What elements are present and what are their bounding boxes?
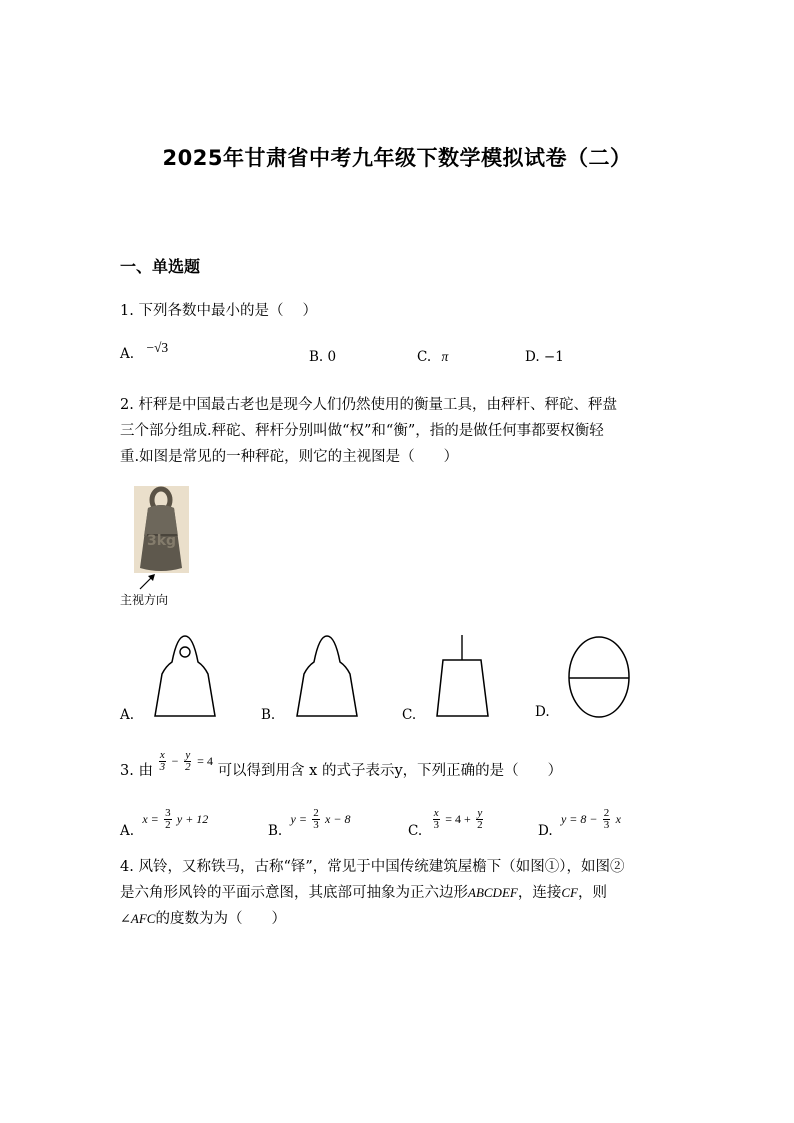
q1-option-d: D. −1: [525, 349, 564, 365]
q3-eq-minus: −: [171, 754, 179, 768]
q2-option-a-figure: [150, 634, 220, 718]
q3-option-d-rhs: x: [615, 812, 621, 826]
q3-option-c-fraction-1: $\frac{x}{3}$: [433, 807, 439, 831]
q3-option-c-fraction-2: $\frac{y}{2}$: [477, 807, 483, 831]
q3-option-a-lhs: x =: [142, 812, 159, 826]
q4-segment-name: CF: [561, 885, 578, 900]
q3-option-a-rhs: y + 12: [176, 812, 209, 826]
q3-option-b-label: B.: [268, 823, 283, 839]
q2-option-a-label: A.: [120, 707, 135, 723]
q3-option-d: [538, 807, 621, 839]
q1-option-a-value: −√3: [146, 340, 169, 355]
q2-option-c-label: C.: [402, 707, 417, 723]
q1-option-b: B. 0: [309, 349, 337, 365]
paper-title: 2025年甘肃省中考九年级下数学模拟试卷（二）: [162, 146, 632, 170]
section-heading: 一、单选题: [120, 257, 201, 276]
question-2-line-1: 2. 杆秤是中国最古老也是现今人们仍然使用的衡量工具，由秤杆、秤砣、秤盘: [120, 397, 617, 413]
question-3-stem: [120, 748, 563, 784]
question-2-line-3: 重.如图是常见的一种秤砣，则它的主视图是（ ）: [120, 449, 459, 465]
q3-eq-fraction-y: $\frac{y}{2}$: [185, 748, 191, 773]
q3-option-a-fraction: $\frac{3}{2}$: [165, 807, 171, 831]
question-4-line-2: [120, 880, 607, 906]
q3-option-d-lhs: y = 8 −: [560, 812, 598, 826]
q2-option-b-figure: [292, 634, 362, 718]
q2-option-c-figure: [432, 634, 496, 718]
q4-line-3-text: 的度数为为（ ）: [155, 911, 286, 927]
question-4-line-3: [120, 906, 286, 932]
steelyard-weight-photo: [134, 486, 189, 573]
q2-option-b-label: B.: [261, 707, 276, 723]
q3-suffix: 可以得到用含 x 的式子表示y，下列正确的是（ ）: [217, 763, 563, 779]
q4-angle-name: ∠AFC: [120, 911, 156, 926]
q3-option-b-fraction: $\frac{2}{3}$: [313, 807, 319, 831]
view-direction-caption: 主视方向: [120, 593, 169, 607]
photo-weight-label: 3kg: [147, 533, 177, 549]
q3-eq-fraction-x: $\frac{x}{3}$: [159, 748, 166, 773]
q2-option-d-figure: [564, 634, 634, 720]
q3-option-c: [408, 807, 485, 839]
view-direction-arrow-icon: [136, 573, 158, 591]
question-2-line-2: 三个部分组成.秤砣、秤杆分别叫做“权”和“衡”，指的是做任何事都要权衡轻: [120, 423, 604, 439]
q1-option-a: [120, 340, 169, 362]
q3-option-b: [268, 807, 351, 839]
q3-option-d-label: D.: [538, 823, 553, 839]
question-4-line-1: 4. 风铃，又称铁马，古称“铎”，常见于中国传统建筑屋檐下（如图①），如图②: [120, 859, 625, 875]
q1-option-c-value: π: [441, 349, 449, 364]
q3-option-c-mid: = 4 +: [445, 812, 471, 826]
q1-option-a-label: A.: [120, 346, 135, 362]
q4-line-2-end: ，则: [577, 885, 607, 901]
q3-option-a-label: A.: [120, 823, 135, 839]
q4-line-2-mid: ，连接: [517, 885, 562, 901]
q3-option-b-lhs: y =: [290, 812, 307, 826]
q1-option-c-label: C.: [417, 349, 432, 365]
q1-option-c: [417, 349, 448, 365]
q4-line-2-text: 是六角形风铃的平面示意图，其底部可抽象为正六边形: [120, 885, 468, 901]
q3-option-d-fraction: $\frac{2}{3}$: [603, 807, 610, 831]
q3-option-a: [120, 807, 209, 839]
q3-eq-rhs: = 4: [197, 754, 213, 768]
q4-hexagon-name: ABCDEF: [468, 885, 518, 900]
q3-option-c-label: C.: [408, 823, 423, 839]
q3-prefix: 3. 由: [120, 763, 153, 779]
question-1-stem: 1. 下列各数中最小的是（ ）: [120, 303, 318, 319]
q3-option-b-rhs: x − 8: [325, 812, 351, 826]
q2-option-d-label: D.: [535, 704, 550, 720]
